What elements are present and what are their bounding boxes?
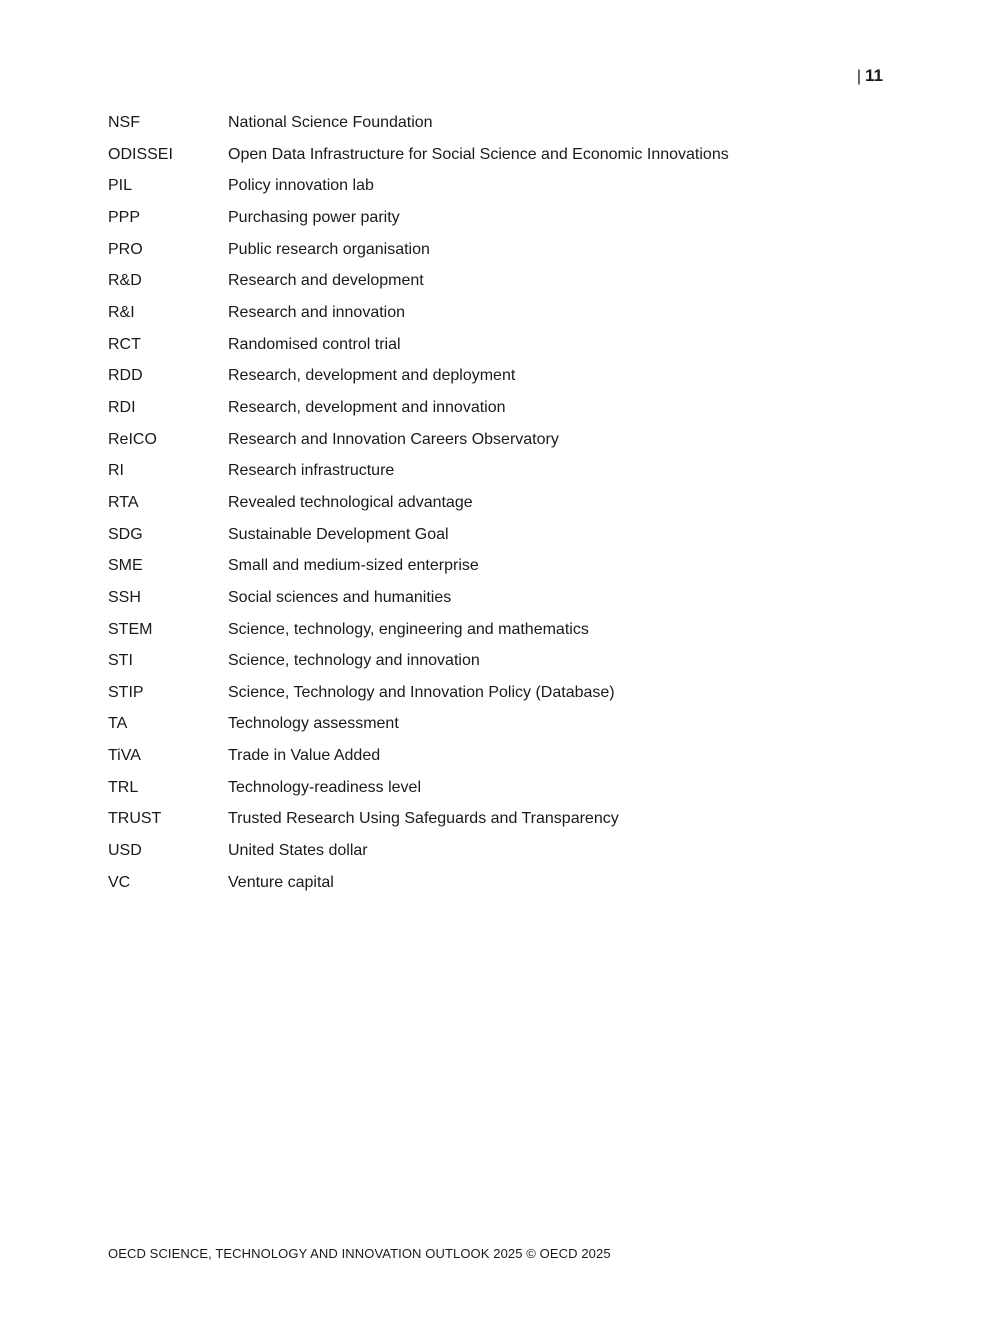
abbreviation-definition: Research and Innovation Careers Observatory [228, 430, 559, 448]
abbreviation-definition: Social sciences and humanities [228, 588, 452, 606]
page-footer: OECD SCIENCE, TECHNOLOGY AND INNOVATION OUTLOOK 2025 © OECD 2025 [108, 1246, 611, 1261]
abbreviation-definition: Research, development and deployment [228, 367, 516, 385]
abbreviation-row [108, 873, 729, 905]
abbreviation-definition: Science, technology, engineering and mathematics [228, 620, 589, 638]
abbreviation: R&D [108, 272, 142, 290]
abbreviation: TA [108, 715, 128, 733]
abbreviation-row [108, 841, 729, 873]
abbreviation: SSH [108, 588, 141, 606]
abbreviation-row [108, 398, 729, 430]
abbreviation-definition: Open Data Infrastructure for Social Science and Economic Innovations [228, 145, 729, 163]
abbreviation: RDI [108, 398, 136, 416]
abbreviation-definition: Science, technology and innovation [228, 652, 480, 670]
abbreviation-definition: Technology-readiness level [228, 778, 421, 796]
abbreviation-definition: Research infrastructure [228, 462, 395, 480]
abbreviation-definition: Research and innovation [228, 303, 406, 321]
abbreviation-definition: Public research organisation [228, 240, 430, 258]
abbreviation: ReICO [108, 430, 157, 448]
page-number-value: 11 [865, 66, 883, 85]
abbreviation: TRUST [108, 810, 162, 828]
abbreviation-row [108, 651, 729, 683]
abbreviation-row [108, 778, 729, 810]
abbreviation: SDG [108, 525, 143, 543]
abbreviation: TRL [108, 778, 139, 796]
abbreviation-row [108, 556, 729, 588]
abbreviation-definition: Randomised control trial [228, 335, 401, 353]
abbreviation: PIL [108, 177, 133, 195]
header-separator: | [856, 68, 862, 85]
abbreviation-definition: Trusted Research Using Safeguards and Transparency [228, 810, 619, 828]
abbreviation-definition: Venture capital [228, 873, 334, 891]
abbreviation-definition: Purchasing power parity [228, 208, 400, 226]
abbreviation: PRO [108, 240, 143, 258]
abbreviation: ODISSEI [108, 145, 173, 163]
abbreviation-definition: Sustainable Development Goal [228, 525, 449, 543]
abbreviation-definition: Small and medium-sized enterprise [228, 557, 479, 575]
abbreviation-row [108, 746, 729, 778]
abbreviation-row [108, 714, 729, 746]
abbreviation-row [108, 430, 729, 462]
abbreviation: STI [108, 652, 133, 670]
abbreviation-row [108, 176, 729, 208]
abbreviation-row [108, 461, 729, 493]
page-number [857, 66, 883, 86]
abbreviation: RI [108, 462, 124, 480]
abbreviation-row [108, 208, 729, 240]
abbreviation-row [108, 493, 729, 525]
abbreviation-definition: Technology assessment [228, 715, 399, 733]
abbreviation: STIP [108, 683, 144, 701]
abbreviation-row [108, 303, 729, 335]
abbreviation-definition: Science, Technology and Innovation Policy (Database) [228, 683, 615, 701]
abbreviations-list [108, 113, 729, 904]
abbreviation-row [108, 240, 729, 272]
abbreviation-row [108, 271, 729, 303]
abbreviation-row [108, 113, 729, 145]
abbreviation: RCT [108, 335, 141, 353]
abbreviation: NSF [108, 114, 140, 131]
abbreviation-definition: Research and development [228, 272, 424, 290]
abbreviation-definition: Revealed technological advantage [228, 493, 473, 511]
abbreviation: PPP [108, 208, 141, 226]
abbreviation: USD [108, 842, 142, 860]
abbreviation-definition: National Science Foundation [228, 114, 433, 131]
abbreviation: STEM [108, 620, 153, 638]
abbreviation: SME [108, 557, 143, 575]
abbreviation-definition: United States dollar [228, 842, 368, 860]
abbreviation-row [108, 335, 729, 367]
abbreviation-row [108, 145, 729, 177]
abbreviation-row [108, 683, 729, 715]
abbreviation-definition: Policy innovation lab [228, 177, 374, 195]
abbreviation-row [108, 525, 729, 557]
abbreviation-row [108, 620, 729, 652]
abbreviation-row [108, 809, 729, 841]
abbreviation: RTA [108, 493, 139, 511]
abbreviation: TiVA [108, 747, 141, 765]
abbreviation-definition: Research, development and innovation [228, 398, 506, 416]
abbreviation: VC [108, 873, 131, 891]
abbreviation-definition: Trade in Value Added [228, 747, 381, 765]
abbreviation: RDD [108, 367, 143, 385]
abbreviation-row [108, 588, 729, 620]
abbreviation-row [108, 366, 729, 398]
abbreviation: R&I [108, 303, 135, 321]
